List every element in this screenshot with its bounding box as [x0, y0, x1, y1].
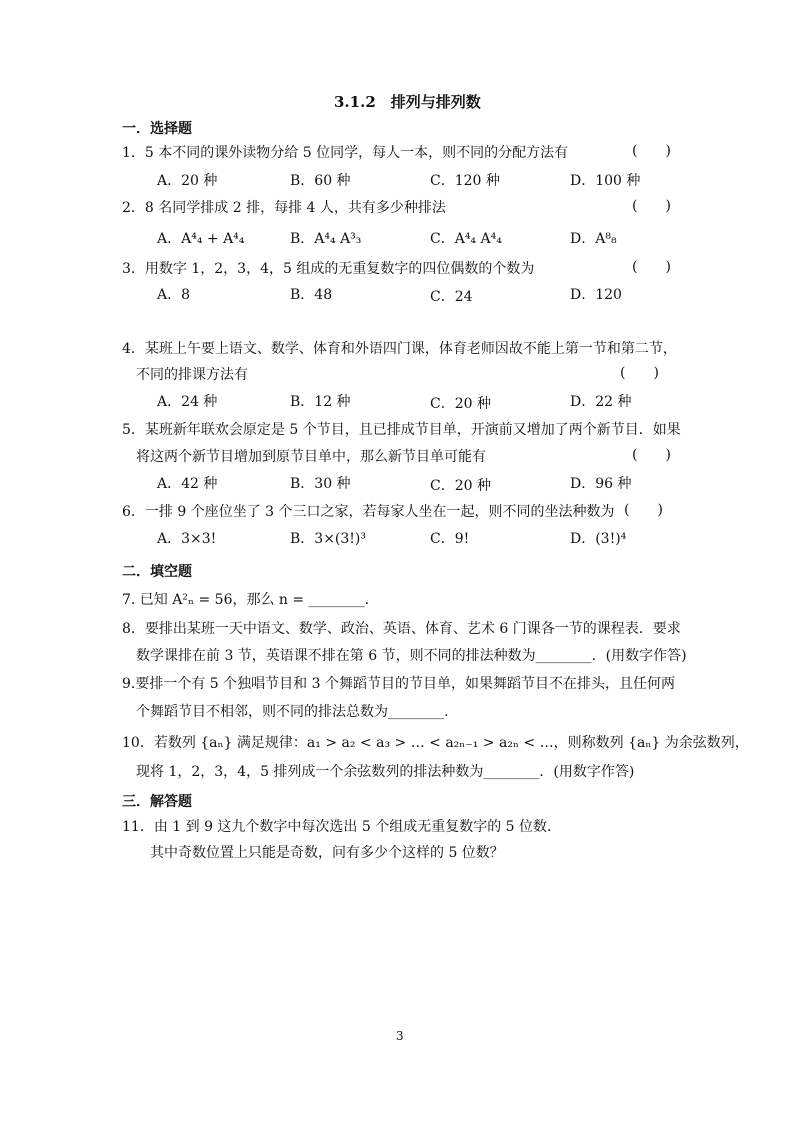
- q3-option-c: C．24: [430, 289, 473, 305]
- q5-option-b: B．30 种: [290, 476, 351, 492]
- answer-paren: ( ): [624, 502, 663, 518]
- section-heading-choice: 一．选择题: [122, 121, 192, 137]
- q2-option-c: C．A⁴₄ A⁴₄: [430, 231, 502, 247]
- q3-option-a: A．8: [157, 287, 191, 303]
- q6-option-a: A．3×3!: [157, 531, 217, 547]
- question-2-stem: 2．8 名同学排成 2 排，每排 4 人，共有多少种排法: [122, 200, 446, 216]
- question-4-stem-line2: 不同的排课方法有: [136, 367, 248, 383]
- question-3-stem: 3．用数字 1，2，3，4，5 组成的无重复数字的四位偶数的个数为: [122, 261, 535, 277]
- question-4-stem-line1: 4．某班上午要上语文、数学、体育和外语四门课，体育老师因故不能上第一节和第二节，: [122, 341, 677, 357]
- q5-option-a: A．42 种: [157, 476, 218, 492]
- q2-option-b: B．A⁴₄ A³₃: [290, 231, 362, 247]
- q1-option-b: B．60 种: [290, 173, 351, 189]
- q4-option-d: D．22 种: [570, 394, 632, 410]
- q1-option-d: D．100 种: [570, 173, 641, 189]
- question-10-line1: 10．若数列 {aₙ} 满足规律：a₁ > a₂ < a₃ > … < a₂ₙ₋₁ > a₂ₙ < …，则称数列 {aₙ} 为余弦数列，: [122, 735, 749, 751]
- answer-paren: ( ): [632, 143, 671, 159]
- q6-option-d: D．(3!)⁴: [570, 531, 627, 547]
- q2-option-d: D．A⁸₈: [570, 231, 617, 247]
- question-11-line1: 11．由 1 到 9 这九个数字中每次选出 5 个组成无重复数字的 5 位数．: [122, 819, 562, 835]
- q2-option-a: A．A⁴₄ + A⁴₄: [157, 231, 245, 247]
- question-10-line2: 现将 1，2，3，4，5 排列成一个余弦数列的排法种数为________．(用数字作答): [136, 764, 635, 780]
- q1-option-c: C．120 种: [430, 173, 500, 189]
- answer-paren: ( ): [632, 198, 671, 214]
- question-8-line2: 数学课排在前 3 节，英语课不排在第 6 节，则不同的排法种数为________．(用数字作答): [136, 648, 687, 664]
- question-5-stem-line1: 5．某班新年联欢会原定是 5 个节目，且已排成节目单，开演前又增加了两个新节目．如果: [122, 422, 681, 438]
- question-7: 7. 已知 A²ₙ = 56，那么 n = ________.: [122, 592, 370, 608]
- question-1-stem: 1．5 本不同的课外读物分给 5 位同学，每人一本，则不同的分配方法有: [122, 145, 569, 161]
- q4-option-a: A．24 种: [157, 394, 218, 410]
- question-6-stem: 6．一排 9 个座位坐了 3 个三口之家，若每家人坐在一起，则不同的坐法种数为: [122, 504, 615, 520]
- q4-option-b: B．12 种: [290, 394, 351, 410]
- q3-option-b: B．48: [290, 287, 333, 303]
- page-title: 3.1.2 排列与排列数: [334, 93, 481, 111]
- question-11-line2: 其中奇数位置上只能是奇数，问有多少个这样的 5 位数？: [150, 845, 504, 861]
- question-8-line1: 8．要排出某班一天中语文、数学、政治、英语、体育、艺术 6 门课各一节的课程表．要求: [122, 621, 681, 637]
- section-heading-solve: 三．解答题: [122, 794, 192, 810]
- q5-option-c: C．20 种: [430, 478, 491, 494]
- question-9-line1: 9.要排一个有 5 个独唱节目和 3 个舞蹈节目的节目单，如果舞蹈节目不在排头，且任何两: [122, 676, 675, 692]
- q5-option-d: D．96 种: [570, 476, 632, 492]
- question-5-stem-line2: 将这两个新节目增加到原节目单中，那么新节目单可能有: [136, 449, 486, 465]
- q1-option-a: A．20 种: [157, 173, 218, 189]
- answer-paren: ( ): [632, 259, 671, 275]
- q6-option-c: C．9!: [430, 531, 470, 547]
- q3-option-d: D．120: [570, 287, 622, 303]
- answer-paren: ( ): [620, 365, 659, 381]
- section-heading-fill: 二．填空题: [122, 564, 192, 580]
- answer-paren: ( ): [632, 447, 671, 463]
- question-9-line2: 个舞蹈节目不相邻，则不同的排法总数为________.: [136, 704, 449, 720]
- q6-option-b: B．3×(3!)³: [290, 531, 366, 547]
- page-number: 3: [396, 1029, 404, 1043]
- q4-option-c: C．20 种: [430, 396, 491, 412]
